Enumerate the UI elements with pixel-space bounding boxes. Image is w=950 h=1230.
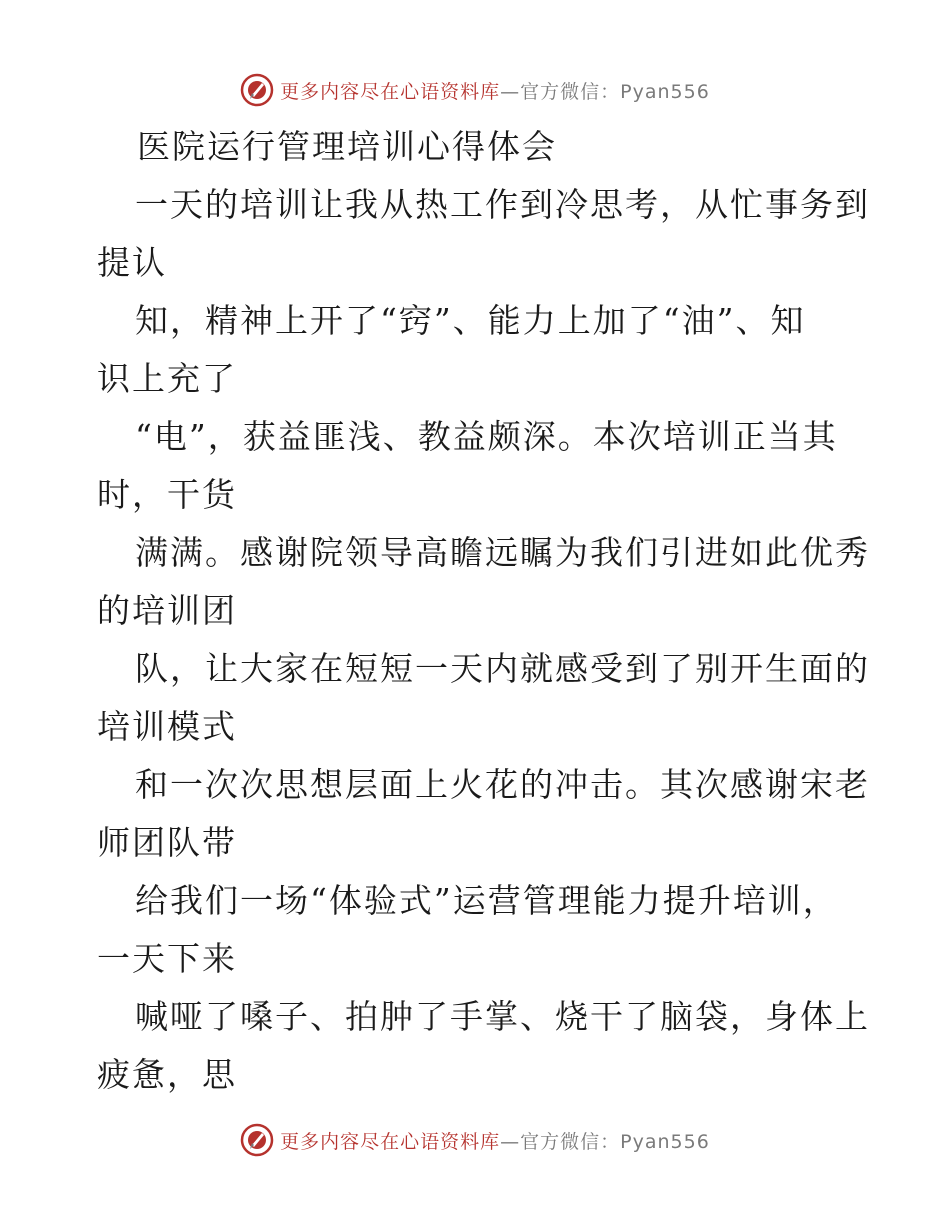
banner-text: [280, 1127, 710, 1154]
paragraph-line: 疲惫，思: [97, 1055, 237, 1094]
paragraph-line: 和一次次思想层面上火花的冲击。其次感谢宋老: [135, 765, 870, 804]
paragraph-line: 培训模式: [97, 707, 237, 746]
paragraph-line: 师团队带: [97, 823, 237, 862]
paragraph-line: 队，让大家在短短一天内就感受到了别开生面的: [135, 649, 870, 688]
paragraph-line: “电”，获益匪浅、教益颇深。本次培训正当其: [135, 417, 838, 456]
paragraph-line: 时，干货: [97, 475, 237, 514]
header-banner: [0, 70, 950, 110]
document-body: [97, 118, 870, 1104]
paragraph-line: 一天的培训让我从热工作到冷思考，从忙事务到: [135, 185, 870, 224]
banner-separator: —: [500, 80, 521, 103]
banner-text-tail: 官方微信：Pyan556: [520, 80, 710, 103]
paragraph-line: 识上充了: [97, 359, 237, 398]
banner-text-tail: 官方微信：Pyan556: [520, 1130, 710, 1153]
banner-separator: —: [500, 1130, 521, 1153]
paragraph-line: 提认: [97, 243, 167, 282]
paragraph-line: 给我们一场“体验式”运营管理能力提升培训，: [135, 881, 838, 920]
paragraph-line: 一天下来: [97, 939, 237, 978]
banner-text: [280, 77, 710, 104]
pen-nib-logo-icon: [240, 1123, 274, 1157]
banner-text-main: 更多内容尽在心语资料库: [280, 80, 501, 103]
paragraph-line: 的培训团: [97, 591, 237, 630]
paragraph-line: 满满。感谢院领导高瞻远瞩为我们引进如此优秀: [135, 533, 870, 572]
paragraph-line: 喊哑了嗓子、拍肿了手掌、烧干了脑袋，身体上: [135, 997, 870, 1036]
paragraph-line: 知，精神上开了“窍”、能力上加了“油”、知: [135, 301, 806, 340]
banner-text-main: 更多内容尽在心语资料库: [280, 1130, 501, 1153]
pen-nib-logo-icon: [240, 73, 274, 107]
document-title: 医院运行管理培训心得体会: [137, 127, 557, 166]
footer-banner: [0, 1120, 950, 1160]
